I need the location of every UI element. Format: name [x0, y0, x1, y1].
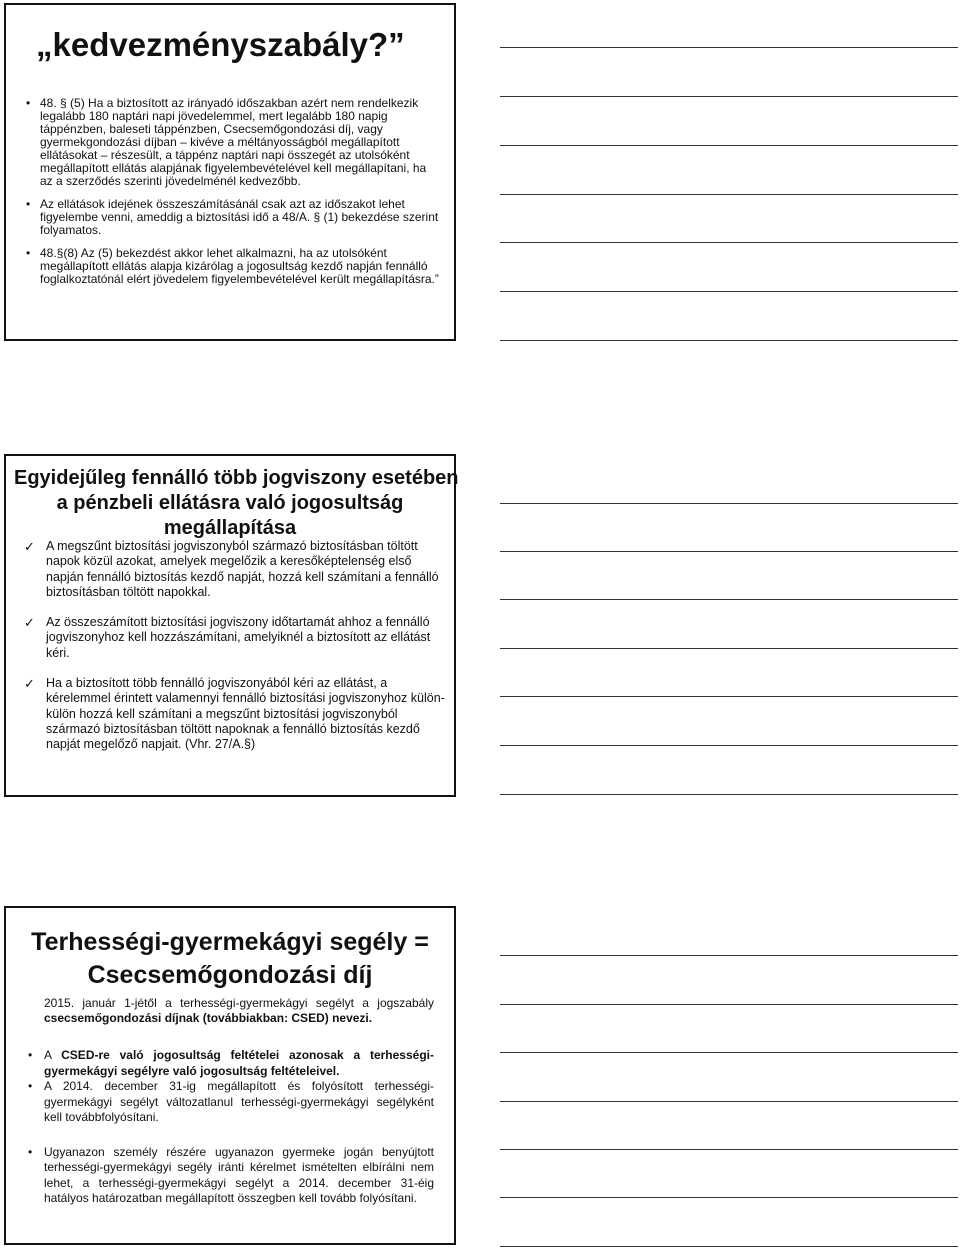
list-item [24, 539, 446, 600]
note-line [500, 1052, 958, 1053]
bullet-list [28, 1048, 434, 1207]
note-line [500, 291, 958, 292]
note-line [500, 696, 958, 697]
list-item [28, 1144, 434, 1207]
bullet-text: 48. § (5) Ha a biztosított az irányadó időszakban azért nem rendelkezik legalább 180 naptári napi jövedelemmel, mert legalább 180 napig táppénzben, baleseti táppénzben, Csecsemőgondozási díj, vagy gyermekgondozási díjban – kivéve a méltányosságból megállapított ellátásokat – részesült, a táppénz naptári napi összegét az utolsóként megállapított ellátás alapjának figyelembevételével kell megállapítani, ha az a szerződés szerinti jövedelménél kedvezőbb. [40, 96, 427, 188]
note-line [500, 194, 958, 195]
slide-kedvezmenyszabaly [4, 3, 456, 341]
intro-paragraph [44, 996, 434, 1026]
bullet-icon: • [26, 246, 31, 260]
intro-bold-text: csecsemőgondozási díjnak (továbbiakban: CSED) nevezi. [44, 1011, 373, 1025]
list-item [28, 1079, 434, 1126]
note-line [500, 96, 958, 97]
bullet-text: A [44, 1048, 62, 1062]
note-line [500, 503, 958, 504]
bullet-text: Ugyanazon személy részére ugyanazon gyermeke jogán benyújtott terhességi-gyermekágyi segély iránti kérelmet ismételten elbírálni nem lehet, a terhességi-gyermekágyi segélyt a 2014. december 31-éig hatályos határozatban megállapított összegben kell tovább folyósítani. [44, 1144, 434, 1205]
check-icon: ✓ [24, 539, 35, 554]
note-line [500, 551, 958, 552]
bullet-icon: • [26, 197, 31, 211]
bullet-text: A 2014. december 31-ig megállapított és folyósított terhességi-gyermekágyi segélyt változatlanul terhességi-gyermekágyi segélyként kell továbbfolyósítani. [44, 1079, 434, 1124]
bullet-text: Ha a biztosított több fennálló jogviszonyából kéri az ellátást, a kérelemmel érintett valamennyi fennálló biztosítási jogviszonyhoz külön-külön hozzá kell számítani a megszűnt biztosítási jogviszonyból származó biztosításban töltött napoknak a fennálló biztosítás kezdő napját megelőző napjait. (Vhr. 27/A.§) [46, 676, 445, 752]
bullet-text: Az ellátások idejének összeszámításánál csak azt az időszakot lehet figyelembe venni, ameddig a biztosítási idő a 48/A. § (1) bekezdése szerint folyamatos. [40, 197, 439, 237]
note-line [500, 794, 958, 795]
checklist [24, 539, 446, 768]
slide-title-line: Terhességi-gyermekágyi segély = [31, 928, 429, 956]
note-line [500, 340, 958, 341]
bullet-text: 48.§(8) Az (5) bekezdést akkor lehet alkalmazni, ha az utolsóként megállapított ellátás alapja kizárólag a jogosultság kezdő napján fennálló foglalkoztatónál elért jövedelem figyelembevételével került megállapításra.” [40, 246, 439, 286]
slide-title-line: Egyidejűleg fennálló több jogviszony esetében [14, 467, 459, 489]
note-line [500, 955, 958, 956]
bullet-text: A megszűnt biztosítási jogviszonyból származó biztosításban töltött napok közül azokat, amelyek megelőzik a keresőképtelenség első napján fennálló biztosítás kezdő napját, hozzá kell számítani a fennálló biztosításban töltött napokkal. [46, 539, 439, 599]
list-item [26, 197, 440, 237]
bullet-icon: • [28, 1144, 33, 1159]
bullet-list [26, 96, 440, 296]
note-line [500, 47, 958, 48]
bullet-text: Az összeszámított biztosítási jogviszony időtartamát ahhoz a fennálló jogviszonyhoz kell hozzászámítani, amelyiknél a biztosított az ellátást kéri. [46, 615, 431, 660]
list-item [26, 246, 440, 286]
list-item [28, 1048, 434, 1079]
slide-title-line: a pénzbeli ellátásra való jogosultság [56, 492, 404, 514]
bullet-icon: • [28, 1079, 33, 1093]
note-line [500, 1101, 958, 1102]
note-line [500, 745, 958, 746]
note-line [500, 1149, 958, 1150]
slide-title-line: Csecsemőgondozási díj [87, 961, 373, 989]
slide-egyidejuleg-fennallo [4, 454, 459, 797]
note-line [500, 1004, 958, 1005]
list-item [24, 676, 446, 752]
slide-terhessegi-gyermekagyi [4, 906, 456, 1245]
bullet-bold-text: CSED-re való jogosultság feltételei azonosak a terhességi-gyermekágyi segélyre való jogosultság feltételeivel. [44, 1048, 434, 1078]
check-icon: ✓ [24, 676, 35, 692]
slide-title [14, 466, 459, 541]
slide-title-line: megállapítása [163, 517, 297, 539]
note-line [500, 145, 958, 146]
bullet-icon: • [26, 96, 31, 110]
list-item [26, 96, 440, 188]
check-icon: ✓ [24, 615, 35, 631]
note-line [500, 648, 958, 649]
slide-title [14, 926, 446, 992]
note-line [500, 599, 958, 600]
note-line [500, 1197, 958, 1198]
list-item [24, 615, 446, 661]
bullet-icon: • [28, 1048, 33, 1062]
intro-text: 2015. január 1-jétől a terhességi-gyermekágyi segélyt a jogszabály [44, 996, 434, 1010]
slide-title: „kedvezményszabály?” [36, 26, 405, 63]
note-line [500, 1246, 958, 1247]
note-line [500, 242, 958, 243]
